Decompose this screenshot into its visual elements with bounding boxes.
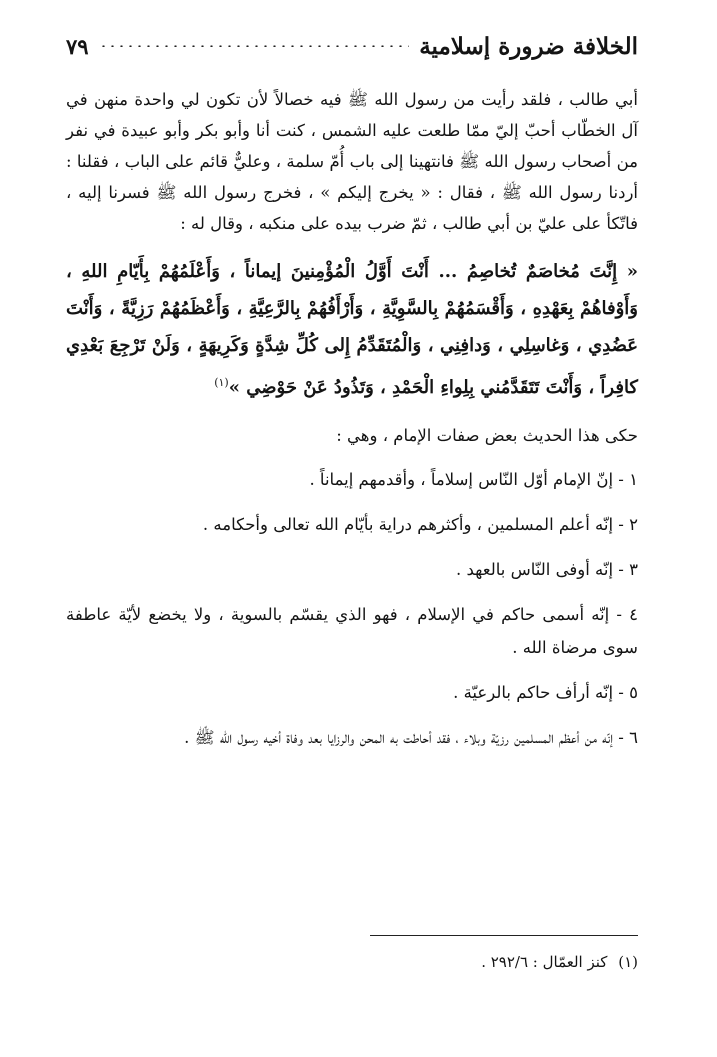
footnote-divider [370,935,638,936]
body-paragraph: أبي طالب ، فلقد رأيت من رسول الله ﷺ فيه خصالاً لأن تكون لي واحدة منهن في آل الخطّاب أحبّ إليّ ممّا طلعت عليه الشمس ، كنت أنا وأبو بكر وأبو عبيدة في نفر من أصحاب رسول الله ﷺ فانتهينا إلى باب أُمّ سلمة ، وعليٌّ قائم على الباب ، فقلنا : أردنا رسول الله ﷺ ، فقال : « يخرج إليكم » ، فخرج رسول الله ﷺ فسرنا إليه ، فاتّكأ على عليّ بن أبي طالب ، ثمّ ضرب بيده على منكبه ، وقال له : [66,90,638,233]
footnote [66,948,638,976]
points-intro: حكى هذا الحديث بعض صفات الإمام ، وهي : [336,426,638,445]
hadith-text: « إِنَّتَ مُخاصَمٌ تُخاصِمُ ... أَنْتَ أَوَّلُ الْمُؤْمِنينَ إيماناً ، وَأَعْلَمُهُمْ بِأَيّامِ اللهِ ، وَأَوْفاهُمْ بِعَهْدِهِ ، وَأَقْسَمُهُمْ بِالسَّوِيَّةِ ، وَأَرْأَفُهُمْ بِالرَّعِيَّةِ ، وَأَعْظَمُهُمْ رَزِيَّةً ، وَأَنْتَ عَضُدِي ، وَغاسِلِي ، وَدافِنِي ، وَالْمُتَقَدِّمُ إِلى كُلِّ شِدَّةٍ وَكَرِيهَةٍ ، وَلَنْ تَرْجِعَ بَعْدِي كافِراً ، وَأَنْتَ تَتَقَدَّمُني بِلِواءِ الْحَمْدِ ، وَتَذُودُ عَنْ حَوْضِي » [66,261,638,398]
header-dotted-leader [99,45,410,47]
list-item: ٥ - إنّه أرأف حاكم بالرعيّة . [453,683,638,702]
page-number: ٧٩ [66,33,89,59]
list-item: ٦ - إنّه من أعظم المسلمين رزيّة وبلاء ، فقد أحاطت به المحن والرزايا بعد وفاة أخيه رسول الله ﷺ . [184,728,638,747]
footnote-text: كنز العمّال : ٢٩٢/٦ . [481,953,608,971]
list-item: ٢ - إنّه أعلم المسلمين ، وأكثرهم دراية بأيّام الله تعالى وأحكامه . [202,515,638,534]
list-item: ٣ - إنّه أوفى النّاس بالعهد . [455,560,638,579]
hadith-quote [66,253,638,406]
page-header [66,28,638,64]
footnote-ref: (١) [214,376,229,389]
list-item: ٤ - إنّه أسمى حاكم في الإسلام ، فهو الذي يقسّم بالسوية ، ولا يخضع لأيّة عاطفة سوى مرضاة الله . [66,605,638,657]
running-title: الخلافة ضرورة إسلامية [419,32,638,60]
list-item: ١ - إنّ الإمام أوّل النّاس إسلاماً ، وأقدمهم إيماناً . [309,470,638,489]
points-list [66,463,638,754]
page-body [66,84,638,754]
footnote-marker: (١) [618,953,638,971]
